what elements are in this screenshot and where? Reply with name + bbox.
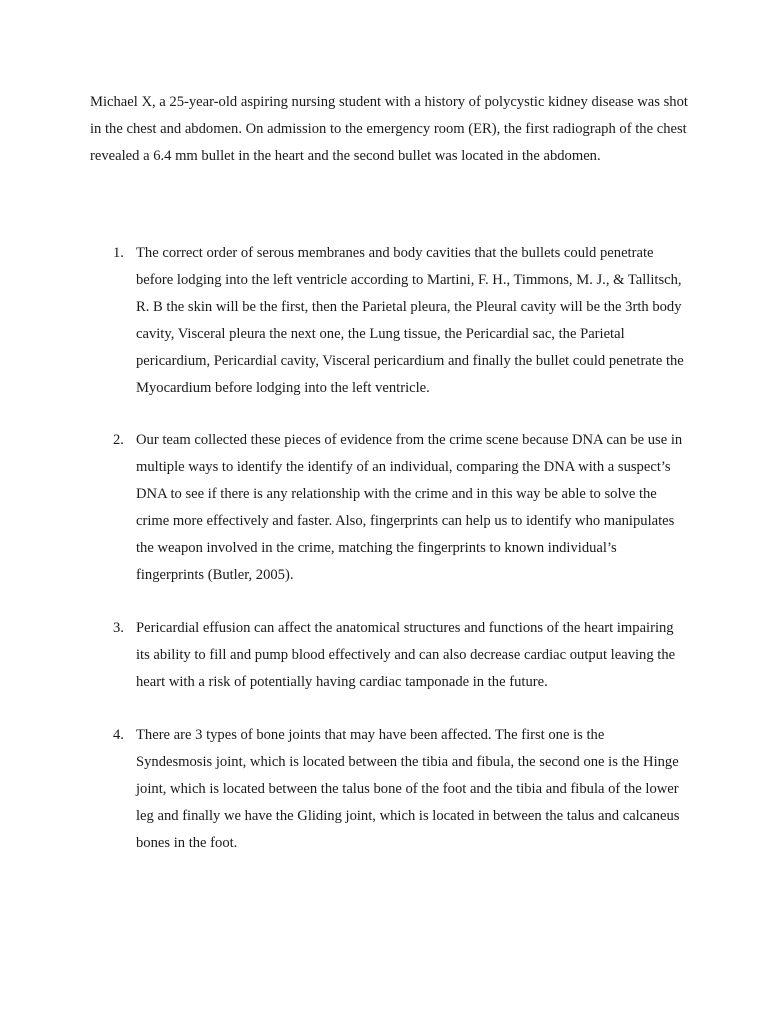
list-item-number: 3. [113,620,124,636]
list-item-text: Our team collected these pieces of evidence from the crime scene because DNA can be use in multiple ways to identify the identify of an individual, comparing the DNA with a suspect’s DNA to see if there is any relationship with the crime and in this way be able to solve the crime more effectively and faster. Also, fingerprints can help us to identify who manipulates the weapon involved in the crime, matching the fingerprints to known individual’s fingerprints (Butler, 2005). [136,432,683,583]
list-item-text: The correct order of serous membranes and body cavities that the bullets could penetrate before lodging into the left ventricle according to Martini, F. H., Timmons, M. J., & Tallitsch, R. B the skin will be the first, then the Parietal pleura, the Pleural cavity will be the 3rth body cavity, Visceral pleura the next one, the Lung tissue, the Pericardial sac, the Parietal pericardium, Pericardial cavity, Visceral pericardium and finally the bullet could penetrate the Myocardium before lodging into the left ventricle. [136,245,684,396]
list-item-text: There are 3 types of bone joints that may have been affected. The first one is the Syndesmosis joint, which is located between the tibia and fibula, the second one is the Hinge joint, which is located between the talus bone of the foot and the tibia and fibula of the lower leg and finally we have the Gliding joint, which is located in between the talus and calcaneus bones in the foot. [136,727,680,851]
list-item-number: 2. [113,432,124,448]
intro-paragraph: Michael X, a 25-year-old aspiring nursing student with a history of polycystic kidney disease was shot in the chest and abdomen. On admission to the emergency room (ER), the first radiograph of the chest revealed a 6.4 mm bullet in the heart and the second bullet was located in the abdomen. [90,94,688,164]
list-item-text: Pericardial effusion can affect the anatomical structures and functions of the heart impairing its ability to fill and pump blood effectively and can also decrease cardiac output leaving the heart with a risk of potentially having cardiac tamponade in the future. [136,620,676,690]
list-item-number: 1. [113,245,124,261]
list-item-number: 4. [113,727,124,743]
